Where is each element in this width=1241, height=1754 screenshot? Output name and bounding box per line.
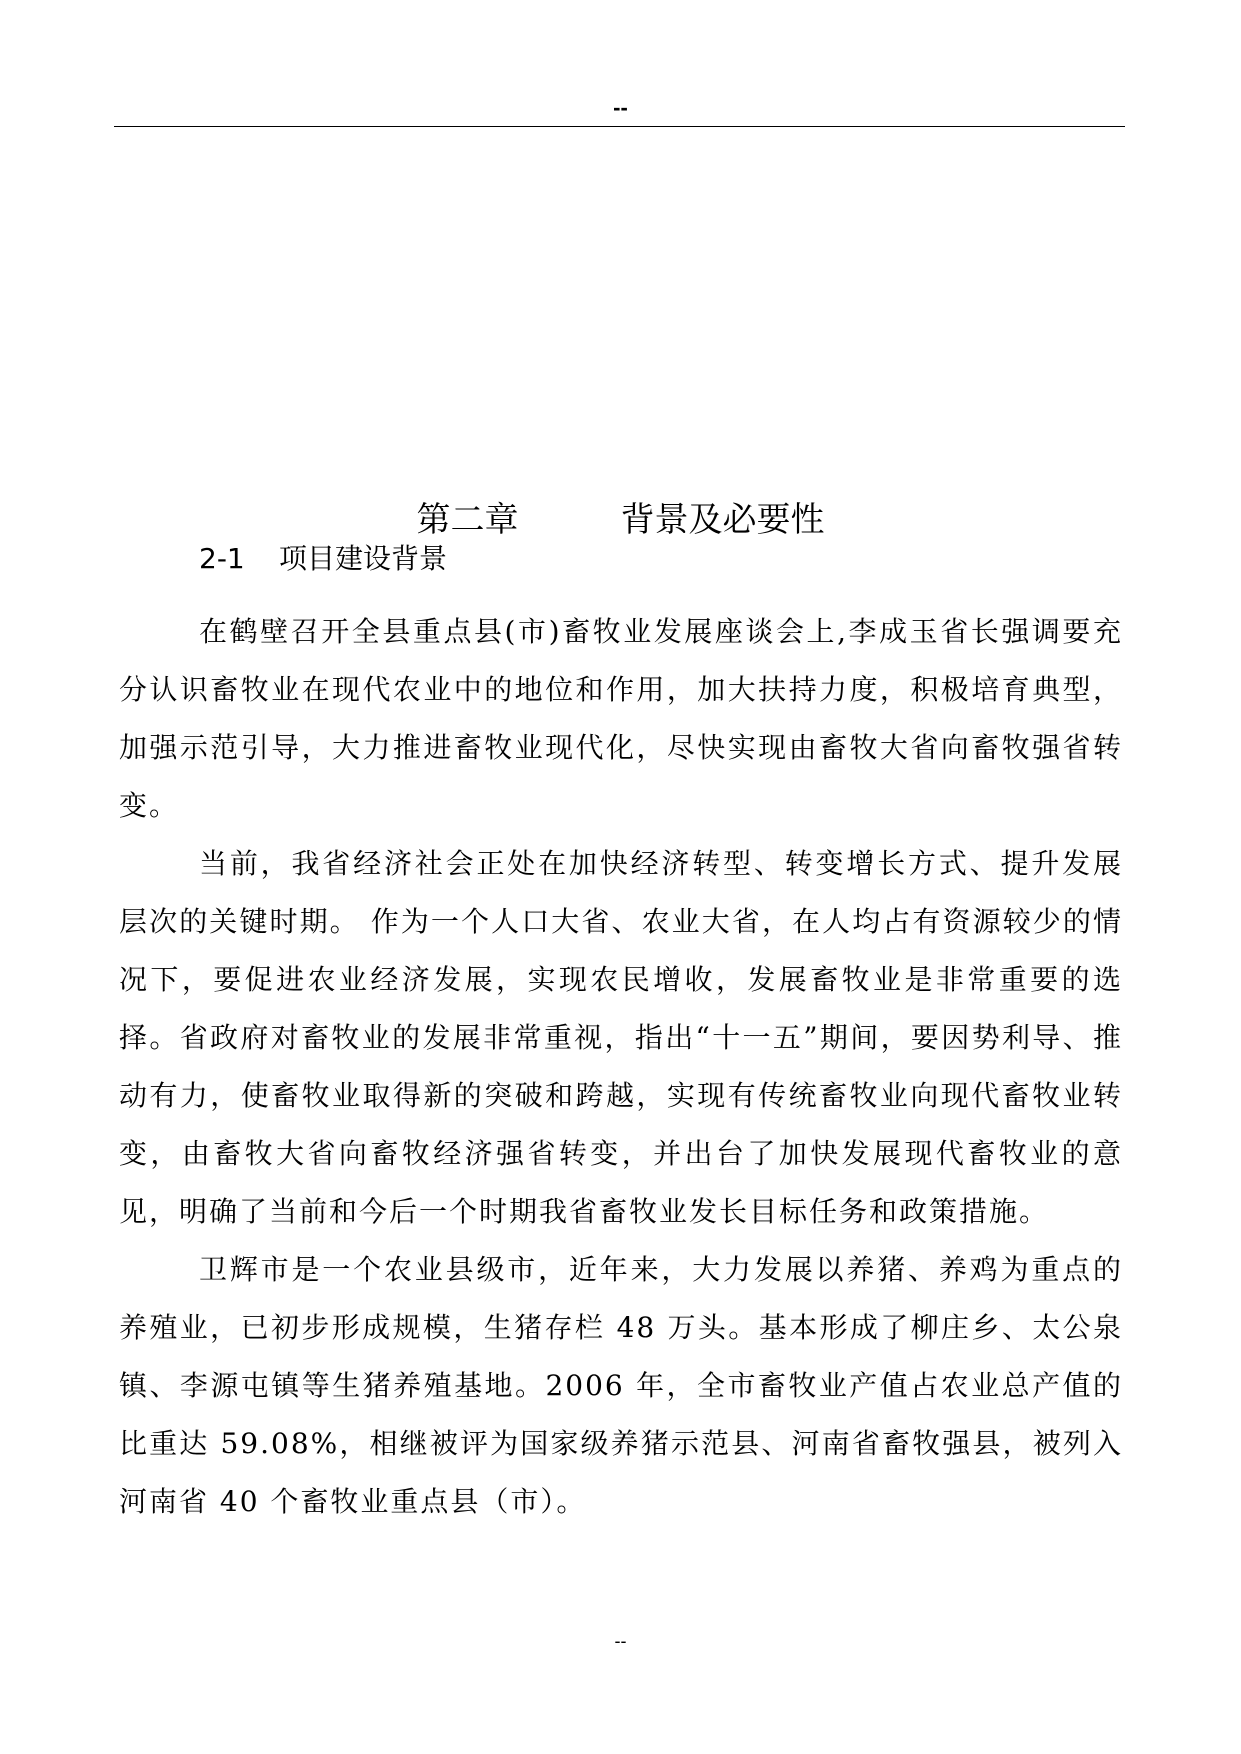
chapter-title: 第二章 背景及必要性 bbox=[416, 500, 825, 540]
page-header-mark: -- bbox=[613, 95, 628, 120]
section-title: 项目建设背景 bbox=[279, 542, 448, 575]
section-number: 2-1 bbox=[199, 542, 245, 575]
section-heading bbox=[199, 541, 447, 577]
page-footer-mark: -- bbox=[614, 1631, 627, 1651]
paragraph: 在鹤壁召开全县重点县(市)畜牧业发展座谈会上,李成玉省长强调要充分认识畜牧业在现代农业中的地位和作用，加大扶持力度，积极培育典型，加强示范引导，大力推进畜牧业现代化，尽快实现由畜牧大省向畜牧强省转变。 bbox=[119, 615, 1123, 822]
header-divider bbox=[114, 126, 1125, 127]
paragraph: 当前，我省经济社会正处在加快经济转型、转变增长方式、提升发展层次的关键时期。 作为一个人口大省、农业大省，在人均占有资源较少的情况下，要促进农业经济发展，实现农民增收，发展畜牧业是非常重要的选择。省政府对畜牧业的发展非常重视，指出“十一五”期间，要因势利导、推动有力，使畜牧业取得新的突破和跨越，实现有传统畜牧业向现代畜牧业转变，由畜牧大省向畜牧经济强省转变，并出台了加快发展现代畜牧业的意见，明确了当前和今后一个时期我省畜牧业发长目标任务和政策措施。 bbox=[119, 847, 1123, 1228]
paragraph: 卫辉市是一个农业县级市，近年来，大力发展以养猪、养鸡为重点的养殖业，已初步形成规模，生猪存栏 48 万头。基本形成了柳庄乡、太公泉镇、李源屯镇等生猪养殖基地。2006 年，全市畜牧业产值占农业总产值的比重达 59.08%，相继被评为国家级养猪示范县、河南省畜牧强县，被列入河南省 40 个畜牧业重点县（市）。 bbox=[119, 1253, 1123, 1518]
body-text bbox=[119, 603, 1123, 1531]
